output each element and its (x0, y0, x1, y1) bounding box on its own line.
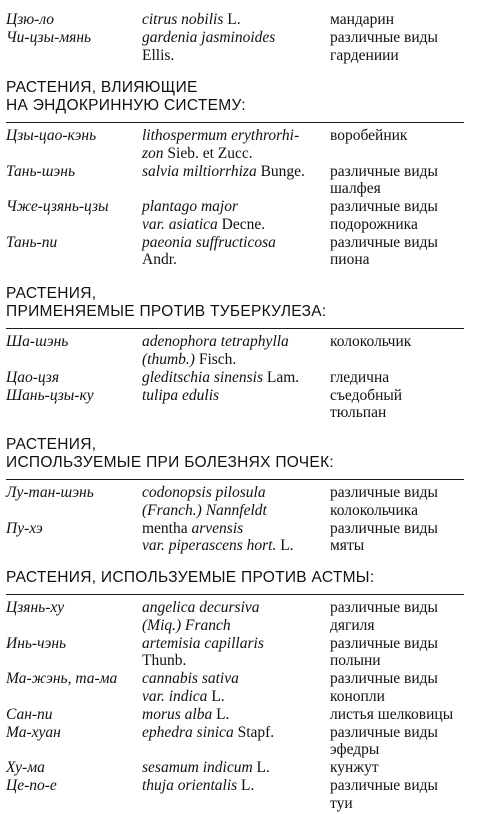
latin-name-segment: citrus nobilis (142, 11, 224, 28)
latin-name-segment: var. indica (142, 687, 208, 705)
russian-name: полыни (330, 652, 381, 669)
latin-name-segment: zon (142, 144, 164, 162)
chinese-name: Тань-пи (6, 233, 58, 251)
latin-name-segment: Andr. (142, 251, 177, 268)
russian-name: мяты (330, 537, 365, 554)
latin-name-segment: L. (223, 11, 241, 28)
latin-name-line (142, 333, 289, 350)
latin-name-segment: Sieb. et Zucc. (163, 144, 253, 162)
latin-name-segment: gardenia jasminoides (142, 29, 276, 46)
section-rule (6, 122, 464, 123)
russian-name: кунжут (330, 759, 379, 776)
latin-name-line (142, 617, 231, 634)
latin-name-segment: L. (212, 705, 230, 723)
latin-name-segment: adenophora tetraphylla (142, 333, 289, 350)
chinese-name: Цао-цзя (6, 368, 60, 386)
russian-name: различные виды (330, 519, 438, 537)
latin-name-segment: L. (237, 777, 255, 794)
russian-name: различные виды (330, 233, 438, 251)
chinese-name: Пу-хэ (6, 519, 43, 537)
chinese-name: Чже-цзянь-цзы (6, 198, 109, 215)
russian-name: различные виды (330, 198, 438, 215)
russian-name: различные виды (330, 670, 438, 687)
latin-name-segment: angelica decursiva (142, 599, 260, 616)
latin-name-line (142, 145, 253, 162)
russian-name: колокольчик (330, 333, 412, 350)
latin-name-line (142, 251, 177, 268)
chinese-name: Лу-тан-шэнь (6, 484, 94, 501)
latin-name-segment: Ellis. (142, 46, 175, 64)
section-heading-line: РАСТЕНИЯ, ВЛИЯЮЩИЕ (6, 79, 198, 96)
latin-name-line (142, 387, 219, 404)
latin-name-segment: L. (276, 537, 294, 554)
latin-name-line (142, 163, 305, 180)
latin-name-line (142, 652, 186, 669)
latin-name-segment: mentha (142, 519, 192, 537)
latin-name-line (142, 724, 274, 741)
latin-name-line (142, 777, 254, 794)
chinese-name: Цзы-цао-кэнь (6, 127, 97, 144)
latin-name-line (142, 216, 265, 233)
russian-name: туи (330, 794, 353, 812)
latin-name-segment: plantago major (142, 198, 239, 215)
section-heading-line: ПРИМЕНЯЕМЫЕ ПРОТИВ ТУБЕРКУЛЕЗА: (6, 303, 327, 320)
chinese-name: Ху-ма (6, 759, 45, 776)
latin-name-line (142, 537, 294, 554)
russian-name: мандарин (330, 11, 394, 28)
latin-name-segment: morus alba (142, 705, 213, 723)
section-heading-line: НА ЭНДОКРИННУЮ СИСТЕМУ: (6, 97, 246, 114)
chinese-name: Цзю-ло (6, 11, 55, 28)
russian-name: воробейник (330, 127, 408, 144)
russian-name: различные виды (330, 599, 438, 616)
russian-name: различные виды (330, 777, 438, 794)
russian-name: пиона (330, 251, 370, 268)
chinese-name: Инь-чэнь (6, 634, 67, 652)
russian-name: съедобный (330, 386, 403, 404)
russian-name: различные виды (330, 162, 438, 180)
latin-name-line (142, 127, 299, 144)
section-heading-line: РАСТЕНИЯ, (6, 285, 97, 302)
section-heading-line: ИСПОЛЬЗУЕМЫЕ ПРИ БОЛЕЗНЯХ ПОЧЕК: (6, 454, 335, 471)
chinese-name: Ма-жэнь, та-ма (6, 670, 118, 687)
russian-name: конопли (330, 687, 385, 705)
latin-name-segment: Bunge. (256, 162, 305, 180)
latin-name-segment: codonopsis pilosula (142, 484, 266, 501)
latin-name-line (142, 47, 174, 64)
latin-name-line (142, 351, 236, 368)
latin-name-line (142, 706, 229, 723)
latin-name-line (142, 29, 275, 46)
latin-name-segment: var. asiatica (142, 215, 218, 233)
chinese-name: Цзянь-ху (6, 599, 65, 616)
latin-name-segment: cannabis sativa (142, 670, 239, 687)
latin-name-line (142, 635, 264, 652)
latin-name-line (142, 688, 225, 705)
latin-name-segment: artemisia capillaris (142, 634, 264, 652)
latin-name-segment: (Franch.) Nannfeldt (142, 501, 267, 519)
latin-name-segment: tulipa edulis (142, 386, 220, 404)
russian-name: различные виды (330, 484, 438, 501)
latin-name-line (142, 599, 260, 616)
latin-name-segment: L. (252, 759, 270, 776)
latin-name-line (142, 198, 238, 215)
latin-name-segment: arvensis (191, 519, 244, 537)
russian-name: подорожника (330, 215, 418, 233)
latin-name-line (142, 484, 266, 501)
chinese-name: Ма-хуан (6, 723, 61, 741)
latin-name-segment: sesamum indicum (142, 759, 253, 776)
chinese-name: Шань-цзы-ку (6, 386, 94, 404)
russian-name: шалфея (330, 180, 381, 197)
russian-name: эфедры (330, 741, 380, 758)
section-rule (6, 479, 464, 480)
chinese-name: Це-по-е (6, 777, 57, 794)
latin-name-line (142, 369, 299, 386)
latin-name-segment: lithospermum erythrorhi- (142, 127, 300, 144)
latin-name-segment: (Miq.) Franch (142, 616, 231, 634)
latin-name-segment: L. (207, 687, 225, 705)
latin-name-line (142, 520, 243, 537)
russian-name: различные виды (330, 634, 438, 652)
section-heading-line: РАСТЕНИЯ, (6, 436, 97, 453)
section-rule (6, 594, 464, 595)
latin-name-segment: ephedra sinica (142, 723, 234, 741)
latin-name-segment: gleditschia sinensis (142, 368, 263, 386)
latin-name-segment: (thumb.) (142, 350, 195, 368)
chinese-name: Сан-пи (6, 705, 53, 723)
russian-name: дягиля (330, 616, 375, 634)
latin-name-line (142, 234, 276, 251)
russian-name: различные виды (330, 29, 438, 46)
section-rule (6, 328, 464, 329)
section-heading-line: РАСТЕНИЯ, ИСПОЛЬЗУЕМЫЕ ПРОТИВ АСТМЫ: (6, 569, 375, 586)
russian-name: гардениии (330, 46, 399, 64)
latin-name-line (142, 670, 239, 687)
latin-name-segment: Fisch. (194, 350, 237, 368)
latin-name-segment: Decne. (217, 215, 266, 233)
latin-name-line (142, 502, 267, 519)
russian-name: гледична (330, 368, 390, 386)
latin-name-segment: var. piperascens hort. (142, 537, 277, 554)
chinese-name: Тань-шэнь (6, 162, 75, 180)
russian-name: различные виды (330, 723, 438, 741)
chinese-name: Ша-шэнь (6, 333, 69, 350)
russian-name: листья шелковицы (330, 705, 454, 723)
latin-name-line (142, 759, 270, 776)
latin-name-line (142, 11, 241, 28)
latin-name-segment: paeonia suffructicosa (142, 233, 276, 251)
latin-name-segment: Lam. (262, 368, 300, 386)
chinese-name: Чи-цзы-мянь (6, 29, 92, 46)
latin-name-segment: Stapf. (233, 723, 275, 741)
russian-name: колокольчика (330, 501, 418, 519)
latin-name-segment: salvia miltiorrhiza (142, 162, 257, 180)
latin-name-segment: thuja orientalis (142, 777, 238, 794)
russian-name: тюльпан (330, 404, 387, 421)
latin-name-segment: Thunb. (142, 652, 187, 669)
